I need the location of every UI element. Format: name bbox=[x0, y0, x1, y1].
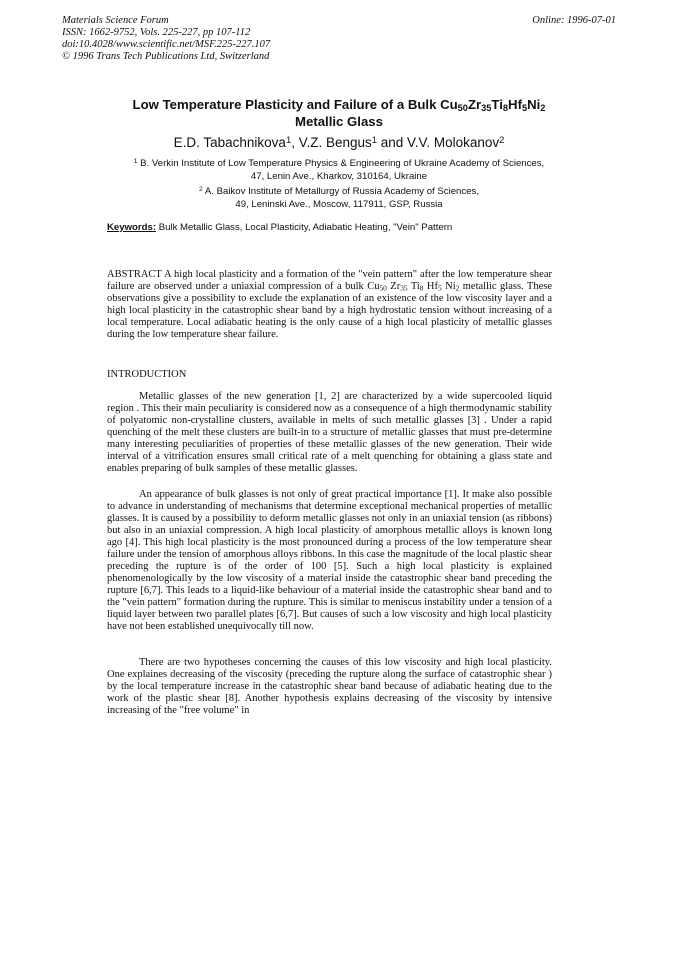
abstract-sub: 8 bbox=[419, 283, 424, 293]
section-heading: INTRODUCTION bbox=[107, 369, 187, 380]
author-list bbox=[60, 135, 618, 150]
intro-paragraph-3: There are two hypotheses concerning the causes of this low viscosity and high local plasticity. One explaines decreasing of the viscosity (preceding the rupture along the surface of catastrophic shear ) by the local temperature increase in the catastrophic shear band because of adiabatic heating due to the work of the plastic shear [8]. Another hypothesis explains decreasing of the viscosity by intensive increasing of the "free volume" in bbox=[107, 657, 552, 716]
paper-title bbox=[60, 96, 618, 130]
title-line-1 bbox=[60, 96, 618, 113]
affiliation-1-line-1 bbox=[60, 158, 618, 171]
author-affil-mark: 1 bbox=[371, 134, 378, 146]
affiliation-1 bbox=[60, 158, 618, 183]
title-sub: 5 bbox=[521, 102, 528, 113]
title-element: Zr bbox=[467, 97, 482, 112]
abstract-sub: 35 bbox=[400, 283, 408, 293]
author-3: and V.V. Molokanov bbox=[377, 135, 500, 150]
abstract-text: metallic glass. These observations give a possibility to exclude the explanation of an existence of the low viscosity layer and a high local plasticity in the catastrophic shear band by a high hydrostatic tension without increasing of a local temperature. Local adiabatic heating is the only cause of a high local plasticity of metallic glasses during the low temperature shear failure. bbox=[107, 281, 553, 340]
title-element: Ni bbox=[527, 97, 541, 112]
journal-header bbox=[62, 15, 270, 63]
title-element: Hf bbox=[508, 97, 522, 112]
title-sub: 50 bbox=[457, 102, 468, 113]
affil-text: A. Baikov Institute of Metallurgy of Russia Academy of Sciences, bbox=[202, 186, 479, 197]
title-element: Ti bbox=[491, 97, 503, 112]
affil-mark: 1 bbox=[133, 157, 138, 165]
abstract-element: Hf bbox=[423, 281, 438, 292]
title-text: Low Temperature Plasticity and Failure of a Bulk Cu bbox=[132, 97, 458, 112]
abstract-sub: 2 bbox=[455, 283, 460, 293]
abstract-element: Zr bbox=[386, 281, 401, 292]
abstract-element: Ti bbox=[407, 281, 420, 292]
affil-mark: 2 bbox=[199, 185, 203, 193]
abstract-sub: 5 bbox=[438, 283, 442, 293]
author-affil-mark: 2 bbox=[499, 134, 505, 146]
author-1: E.D. Tabachnikova bbox=[173, 135, 286, 150]
abstract-element: Ni bbox=[441, 281, 456, 292]
abstract-text: ABSTRACT A high local plasticity and a formation of the "vein pattern" after the low temperature shear failure are observed under a uniaxial compression of a bulk Cu bbox=[107, 269, 552, 292]
author-affil-mark: 1 bbox=[285, 134, 292, 146]
title-sub: 2 bbox=[540, 102, 546, 113]
affiliation-2-line-2: 49, Leninski Ave., Moscow, 117911, GSP, Russia bbox=[235, 198, 443, 210]
affil-text: B. Verkin Institute of Low Temperature Physics & Engineering of Ukraine Academy of Sciences, bbox=[137, 158, 545, 169]
online-date: Online: 1996-07-01 bbox=[532, 15, 616, 26]
title-sub: 35 bbox=[481, 102, 492, 113]
intro-paragraph-2: An appearance of bulk glasses is not only of great practical importance [1]. It make also possible to advance in understanding of mechanisms that determine exceptional mechanical properties of metallic glasses. It is caused by a possibility to deform metallic glasses not only in an uniaxial tension (as ribbons) but also in an uniaxial compression. A high local plasticity of amorphous metallic alloys is known long ago [4]. This high local plasticity is the most pronounced during a process of the low temperature shear failure under the tension of amorphous alloys ribbons. In this case the magnitude of the local plastic shear preceding the rupture is of the order of 100 [5]. Such a high local plasticity is explained phenomenologically by the low viscosity of a material inside the catastrophic shear band preceding the rupture [6,7]. This leads to a liquid-like behaviour of a material inside the catastrophic shear band and to the "vein pattern" formation during the rupture. This is similar to meniscus instability under a tension of a liquid layer between two parallel plates [6,7]. But causes of such a low viscosity and high local plasticity have not been established unequivocally till now. bbox=[107, 489, 552, 632]
affiliation-2 bbox=[60, 186, 618, 211]
keywords-text: Bulk Metallic Glass, Local Plasticity, Adiabatic Heating, "Vein" Pattern bbox=[156, 222, 453, 233]
abstract-sub: 50 bbox=[379, 283, 387, 293]
title-sub: 8 bbox=[502, 102, 509, 113]
affiliation-2-line-1 bbox=[60, 186, 618, 199]
intro-paragraph-1: Metallic glasses of the new generation [1, 2] are characterized by a wide supercooled liquid region . This their main peculiarity is considered now as a consequence of a high thermodynamic stability of polyatomic non-crystalline clusters, available in melts of such metallic glasses [3] . Under a rapid quenching of the melt these clusters are built-in to a structure of metallic glasses that must pre-determine many interesting peculiarities of properties of these metallic glasses of the new generation. Their wide interval of a vitrification ensures small critical rate of a melt quenching for obtaining a glass state and enables preparing of bulk samples of these metallic glasses. bbox=[107, 391, 552, 474]
journal-name: Materials Science Forum bbox=[62, 15, 169, 26]
doi-line[interactable]: doi:10.4028/www.scientific.net/MSF.225-227.107 bbox=[62, 39, 271, 50]
issn-line: ISSN: 1662-9752, Vols. 225-227, pp 107-112 bbox=[62, 27, 251, 38]
author-2: , V.Z. Bengus bbox=[291, 135, 372, 150]
abstract-paragraph bbox=[107, 269, 552, 341]
copyright-line: © 1996 Trans Tech Publications Ltd, Switzerland bbox=[62, 51, 270, 62]
keywords bbox=[107, 222, 452, 233]
keywords-label: Keywords: bbox=[107, 222, 157, 233]
affiliation-1-line-2: 47, Lenin Ave., Kharkov, 310164, Ukraine bbox=[250, 170, 428, 182]
title-line-2: Metallic Glass bbox=[295, 114, 383, 129]
